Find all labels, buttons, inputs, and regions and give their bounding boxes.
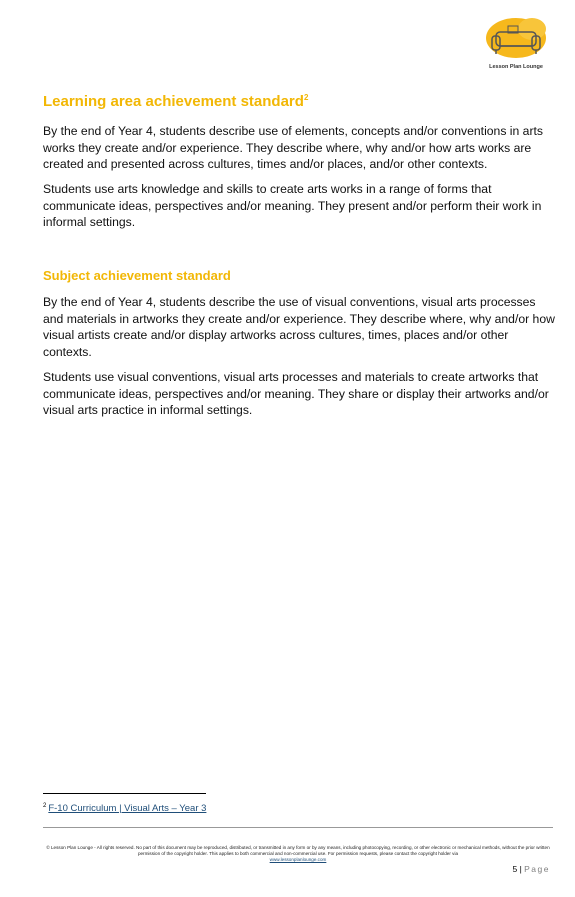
copyright-notice	[46, 845, 550, 864]
paragraph-subject-1: By the end of Year 4, students describe the use of visual conventions, visual arts processes and materials in artworks they create and/or experience. They describe where, why and/or how visual artists create and/or display artworks across cultures, times, places and/or other contexts.	[43, 295, 555, 360]
footnote-number: 2	[43, 803, 47, 809]
paragraph-subject-2: Students use visual conventions, visual arts processes and materials to create artworks that communicate ideas, perspectives and/or meaning. They share or display their artworks and/or visual arts practice in informal settings.	[43, 370, 549, 418]
page-number: 5 | Page	[512, 864, 550, 874]
footnote-separator	[43, 793, 206, 794]
website-link[interactable]: www.lessonplanlounge.com	[269, 857, 327, 863]
logo-text: Lesson Plan Lounge	[489, 64, 543, 70]
heading-learning-area: Learning area achievement standard$^2$	[43, 93, 309, 110]
paragraph-learning-area-2: Students use arts knowledge and skills to create arts works in a range of forms that communicate ideas, perspectives and/or meaning. They present and/or perform their work in informal settings.	[43, 182, 542, 230]
footnote-ref[interactable]: 2	[303, 93, 309, 102]
paragraph-learning-area-1: By the end of Year 4, students describe use of elements, concepts and/or conventions in arts works they create and/or experience. They describe where, why and/or how arts works are created and presented across cultures, times and/or places, and/or other contexts.	[43, 124, 543, 172]
copyright-text: © Lesson Plan Lounge - All rights reserved. No part of this document may be reproduced, distributed, or transmitted in any form or by any means, including photocopying, recording, or other electronic or mechanical methods, without the prior written permission of the copyright holder. This applies to both commercial and non-commercial use. For permission requests, please contact the copyright holder via	[46, 845, 550, 857]
sofa-icon	[480, 16, 552, 64]
lesson-plan-lounge-logo	[480, 16, 552, 74]
footer-separator	[43, 827, 553, 828]
footnote-link[interactable]: F-10 Curriculum | Visual Arts – Year 3	[48, 803, 207, 815]
heading-subject: Subject achievement standard	[43, 268, 231, 283]
footnote	[43, 803, 206, 814]
